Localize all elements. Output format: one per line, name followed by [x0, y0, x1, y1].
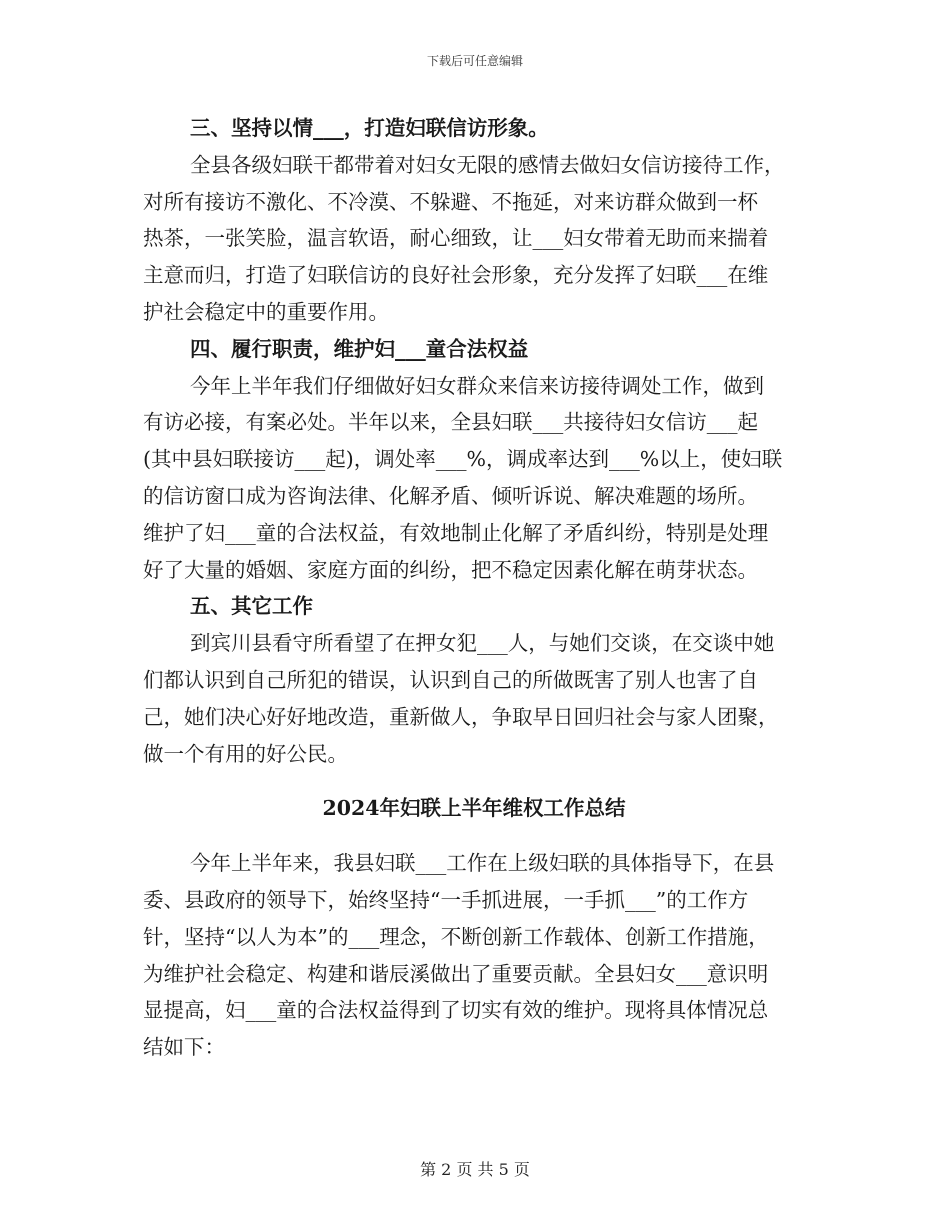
paragraph-line: 到宾川县看守所看望了在押女犯___人，与她们交谈，在交谈中她 [190, 631, 775, 656]
paragraph-line: 结如下： [143, 1035, 225, 1060]
paragraph-line: 的信访窗口成为咨询法律、化解矛盾、倾听诉说、解决难题的场所。 [143, 483, 758, 508]
section-heading: 五、其它工作 [190, 594, 313, 619]
section-heading: 四、履行职责，维护妇___童合法权益 [190, 336, 529, 361]
paragraph-line: 对所有接访不激化、不冷漠、不躲避、不拖延，对来访群众做到一杯 [143, 189, 758, 214]
page-number: 第 2 页 共 5 页 [420, 1160, 530, 1179]
paragraph-line: 显提高，妇___童的合法权益得到了切实有效的维护。现将具体情况总 [143, 998, 769, 1023]
paragraph-line: 针，坚持“以人为本”的___理念，不断创新工作载体、创新工作措施， [143, 924, 769, 949]
paragraph-line: 全县各级妇联干都带着对妇女无限的感情去做妇女信访接待工作， [190, 152, 785, 177]
paragraph-line: 维护了妇___童的合法权益，有效地制止化解了矛盾纠纷，特别是处理 [143, 520, 769, 545]
paragraph-line: 为维护社会稳定、构建和谐辰溪做出了重要贡献。全县妇女___意识明 [143, 961, 769, 986]
paragraph-line: 委、县政府的领导下，始终坚持“一手抓进展，一手抓___”的工作方 [143, 887, 749, 912]
paragraph-line: 有访必接，有案必处。半年以来，全县妇联___共接待妇女信访___起 [143, 410, 758, 435]
paragraph-line: 今年上半年我们仔细做好妇女群众来信来访接待调处工作，做到 [190, 373, 764, 398]
paragraph-line: 主意而归，打造了妇联信访的良好社会形象，充分发挥了妇联___在维 [143, 263, 769, 288]
paragraph-line: 做一个有用的好公民。 [143, 741, 348, 766]
paragraph-line: 护社会稳定中的重要作用。 [143, 299, 389, 324]
paragraph-line: 己，她们决心好好地改造，重新做人，争取早日回归社会与家人团聚， [143, 704, 779, 729]
paragraph-line: 们都认识到自己所犯的错误，认识到自己的所做既害了别人也害了自 [143, 667, 758, 692]
section-heading: 三、坚持以情___，打造妇联信访形象。 [190, 116, 549, 140]
document-body [143, 110, 805, 1066]
paragraph-line: 热茶，一张笑脸，温言软语，耐心细致，让___妇女带着无助而来揣着 [143, 226, 769, 251]
paragraph-line: 好了大量的婚姻、家庭方面的纠纷，把不稳定因素化解在萌芽状态。 [143, 557, 758, 582]
document-title: 2024年妇联上半年维权工作总结 [322, 796, 626, 821]
paragraph-line: (其中县妇联接访___起)，调处率___%，调成率达到___%以上，使妇联 [143, 447, 783, 472]
paragraph-line: 今年上半年来，我县妇联___工作在上级妇联的具体指导下，在县 [190, 851, 775, 876]
page-header-note: 下载后可任意编辑 [426, 54, 523, 68]
